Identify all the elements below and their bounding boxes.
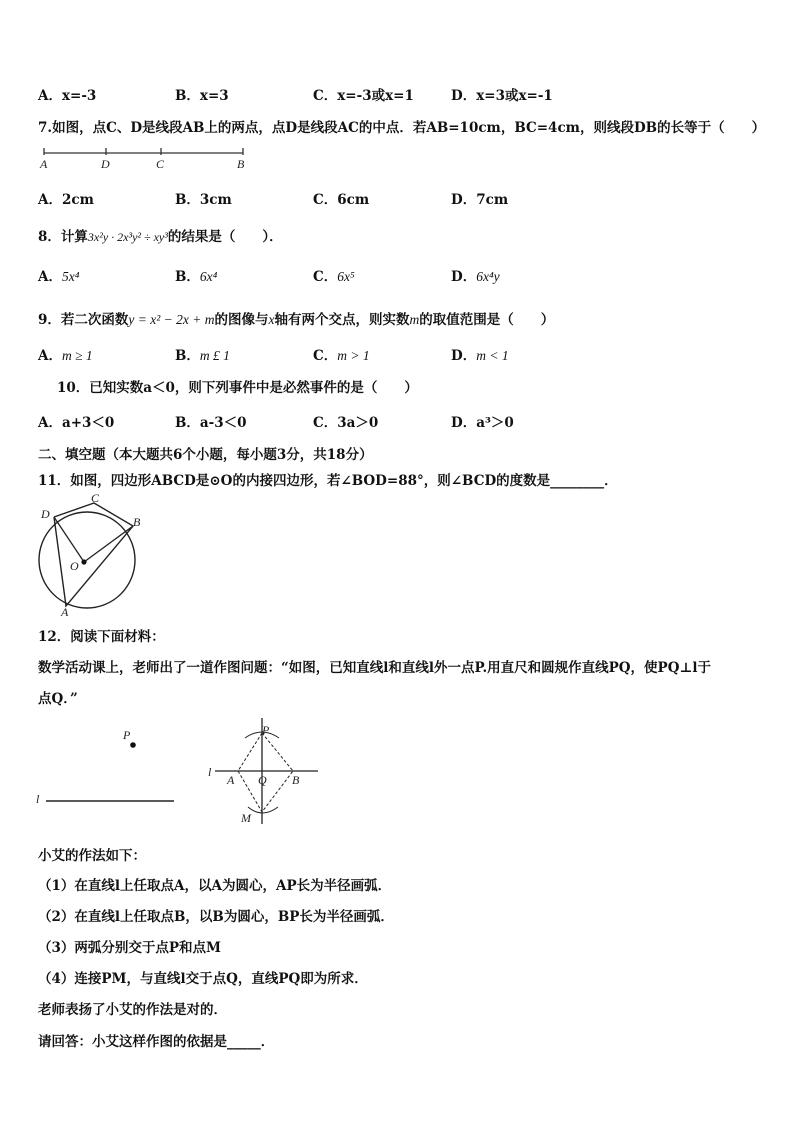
q12-title: 12．阅读下面材料： xyxy=(38,629,165,645)
q12-right-label-l: l xyxy=(208,765,212,779)
q8-option-d: D．6x⁴y xyxy=(451,269,500,285)
q12-paragraph-1-end: 点Q．” xyxy=(38,691,78,707)
q7-stem: 7.如图，点C、D是线段AB上的两点，点D是线段AC的中点．若AB=10cm，BC=4cm，则线段DB的长等于（ ） xyxy=(38,120,766,136)
q12-given-figure xyxy=(36,726,181,808)
q7-label-c: C xyxy=(156,157,165,171)
q10-option-b: B．a-3＜0 xyxy=(175,415,247,431)
q12-praise: 老师表扬了小艾的作法是对的． xyxy=(38,1002,227,1018)
q7-option-c: C．6cm xyxy=(313,192,370,208)
q9-option-d: D．m < 1 xyxy=(451,348,509,364)
q7-label-d: D xyxy=(101,157,110,171)
q6-option-a: A．x=-3 xyxy=(38,88,97,104)
q9-option-b: B．m £ 1 xyxy=(175,348,230,364)
q11-circle-figure xyxy=(36,490,146,618)
q12-right-label-m: M xyxy=(241,811,251,825)
q12-step-4: （4）连接PM，与直线l交于点Q，直线PQ即为所求． xyxy=(38,971,368,987)
q6-option-b: B．x=3 xyxy=(175,88,229,104)
q11-stem: 11．如图，四边形ABCD是⊙O的内接四边形，若∠BOD=88°，则∠BCD的度数是________． xyxy=(38,473,618,489)
q9-option-c: C．m > 1 xyxy=(313,348,370,364)
q8-option-a-math: 5x⁴ xyxy=(61,269,80,284)
q9-option-a: A．m ≥ 1 xyxy=(38,348,93,364)
q8-option-a: A．5x⁴ xyxy=(38,269,80,285)
q11-label-o: O xyxy=(70,559,79,573)
q9-stem: 9．若二次函数y = x² − 2x + m的图像与x轴有两个交点，则实数m的取值范围是（ ） xyxy=(38,312,555,328)
q10-option-a: A．a+3＜0 xyxy=(38,415,115,431)
q8-stem-suffix: 的结果是（ ）． xyxy=(167,229,283,245)
q8-option-c: C．6x⁵ xyxy=(313,269,355,285)
q10-option-c: C．3a＞0 xyxy=(313,415,379,431)
q7-label-a: A xyxy=(40,157,48,171)
q8-expression: 3x²y · 2x³y² ÷ xy³ xyxy=(87,230,168,244)
q9-option-b-math: m £ 1 xyxy=(199,348,230,363)
q8-option-b-math: 6x⁴ xyxy=(199,269,218,284)
q12-right-label-q: Q xyxy=(258,773,267,787)
q8-stem-prefix: 8．计算 xyxy=(38,229,88,245)
q7-option-a: A．2cm xyxy=(38,192,94,208)
q11-label-b: B xyxy=(133,515,141,529)
q12-right-label-a: A xyxy=(227,773,235,787)
q8-stem xyxy=(38,225,283,245)
q7-segment-figure xyxy=(38,143,250,173)
q12-right-label-p: P xyxy=(262,723,270,737)
q10-option-d: D．a³＞0 xyxy=(451,415,514,431)
q9-var-m: m xyxy=(409,312,420,327)
q12-step-2: （2）在直线l上任取点B，以B为圆心，BP长为半径画弧． xyxy=(38,909,394,925)
q12-step-1: （1）在直线l上任取点A，以A为圆心，AP长为半径画弧． xyxy=(38,878,392,894)
q8-option-d-math: 6x⁴y xyxy=(476,269,500,284)
q12-method-title: 小艾的作法如下： xyxy=(38,848,146,864)
q12-question: 请回答：小艾这样作图的依据是_____． xyxy=(38,1034,275,1050)
q9-option-a-math: m ≥ 1 xyxy=(61,348,93,363)
q9-option-c-math: m > 1 xyxy=(337,348,370,363)
q11-label-a: A xyxy=(61,605,69,619)
q11-label-c: C xyxy=(91,491,100,505)
q7-option-d: D．7cm xyxy=(451,192,509,208)
q12-construction-figure xyxy=(205,716,325,828)
q8-option-c-math: 6x⁵ xyxy=(337,269,355,284)
q12-step-3: （3）两弧分别交于点P和点M xyxy=(38,940,221,956)
q12-right-label-b: B xyxy=(292,773,300,787)
q7-option-b: B．3cm xyxy=(175,192,232,208)
q9-var-x: x xyxy=(268,312,275,327)
q9-expression: y = x² − 2x + m xyxy=(128,312,215,327)
q12-left-label-l: l xyxy=(36,792,40,806)
q6-option-d: D．x=3或x=-1 xyxy=(451,88,553,104)
q6-option-c: C．x=-3或x=1 xyxy=(313,88,414,104)
q7-label-b: B xyxy=(237,157,245,171)
q12-left-label-p: P xyxy=(123,728,131,742)
q11-label-d: D xyxy=(41,507,50,521)
q8-option-b: B．6x⁴ xyxy=(175,269,218,285)
q12-paragraph-1: 数学活动课上，老师出了一道作图问题：“如图，已知直线l和直线l外一点P.用直尺和圆规作直线PQ，使PQ⊥l于 xyxy=(38,660,712,676)
q9-option-d-math: m < 1 xyxy=(476,348,509,363)
section-title-fill-in: 二、填空题（本大题共6个小题，每小题3分，共18分） xyxy=(38,447,373,463)
q10-stem: 10．已知实数a＜0，则下列事件中是必然事件的是（ ） xyxy=(57,380,418,396)
